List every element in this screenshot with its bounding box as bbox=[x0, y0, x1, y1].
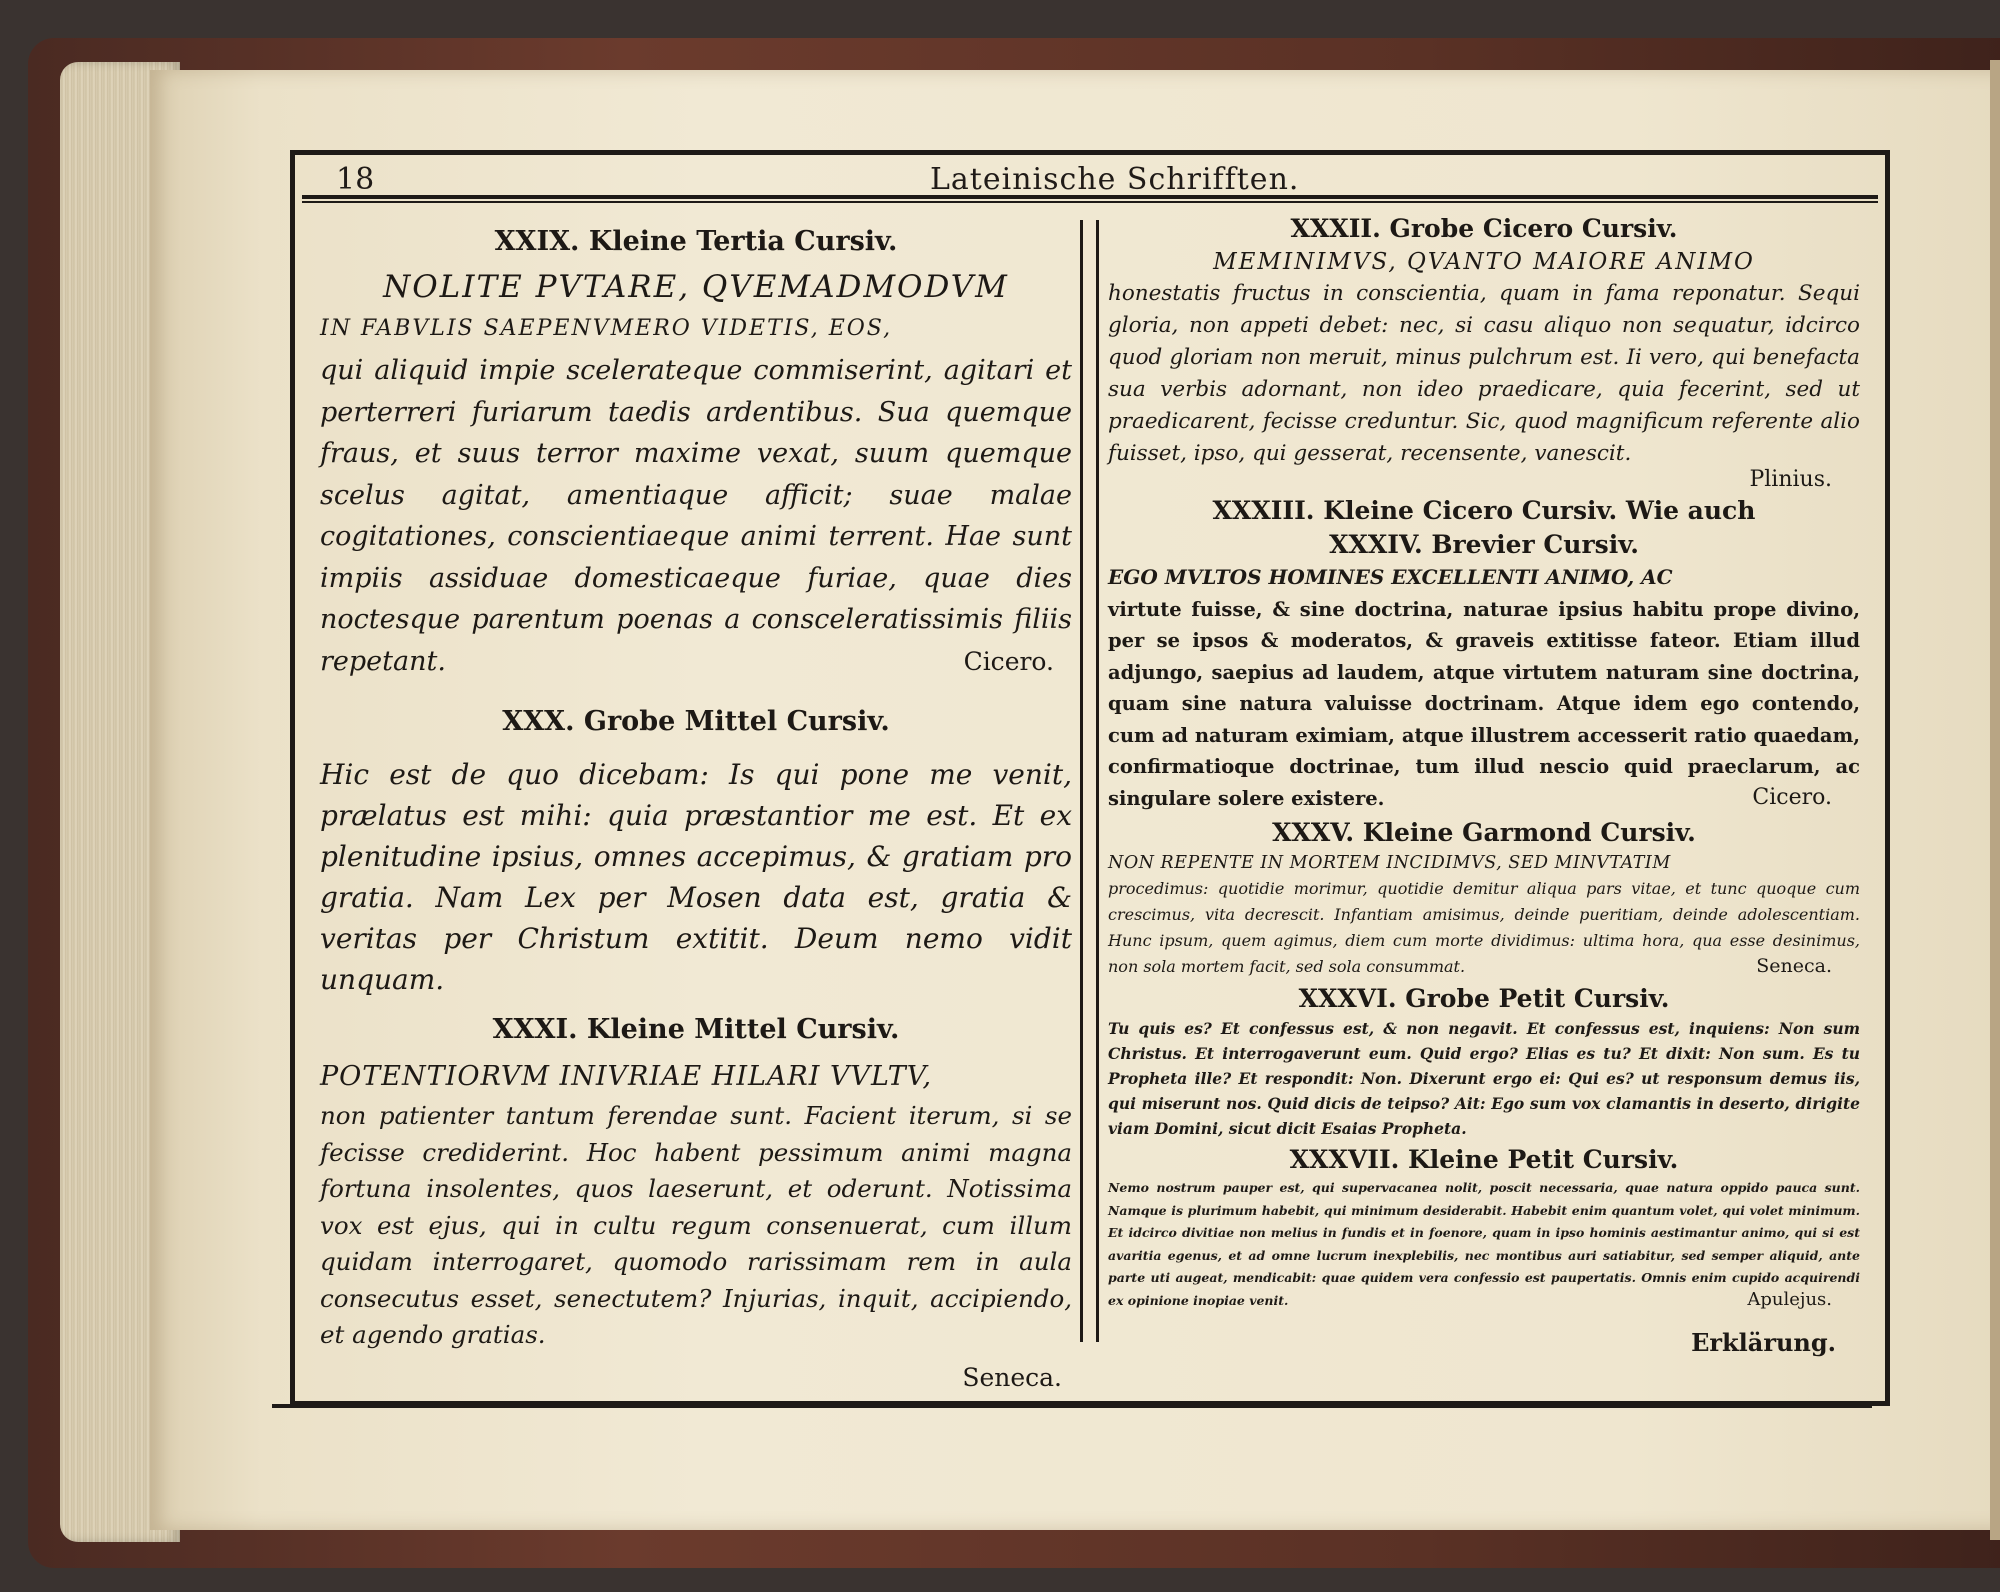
section-heading-34: XXXIV. Brevier Cursiv. bbox=[1329, 530, 1639, 560]
next-page-edge bbox=[1990, 60, 2000, 1540]
section-29-author: Cicero. bbox=[963, 647, 1054, 676]
section-heading-36: XXXVI. Grobe Petit Cursiv. bbox=[1298, 984, 1670, 1014]
section-35-caps-line: NON REPENTE IN MORTEM INCIDIMVS, SED MINVTATIM bbox=[1108, 853, 1671, 874]
right-column bbox=[1108, 212, 1860, 1357]
section-heading-37: XXXVII. Kleine Petit Cursiv. bbox=[1289, 1145, 1679, 1175]
section-37-body: Nemo nostrum pauper est, qui supervacanea nolit, poscit necessaria, quae natura oppido pauca sunt. Namque is plurimum habebit, qui minimum desiderabit. Habebit enim quantum volet, qui volet minimum. Et idcirco divitiae non melius in fundis et in foenore, quam in ipso hominis aestimantur animo, qui si est avaritia egenus, et ad omne lucrum inexplebilis, nec montibus auri satiabitur, sed semper aliquid, ante parte uti augeat, mendicabit: quae quidem vera confessio est paupertatis. Omnis enim cupido acquirendi ex opinione inopiae venit. bbox=[1108, 1180, 1860, 1308]
section-31-body: non patienter tantum ferendae sunt. Facient iterum, si se fecisse crediderint. Hoc habent pessimum animi magna fortuna insolentes, quos laeserunt, et oderunt. Notissima vox est ejus, qui in cultu regum consenuerat, cum illum quidam interrogaret, quomodo rarissimam rem in aula consecutus esset, senectutem? Injurias, inquit, accipiendo, et agendo gratias. bbox=[320, 1101, 1072, 1349]
catchword: Erklärung. bbox=[1691, 1328, 1836, 1358]
running-head: Lateinische Schrifften. bbox=[930, 162, 1300, 197]
frame-bottom-rule bbox=[272, 1404, 1872, 1408]
section-30-body: Hic est de quo dicebam: Is qui pone me venit, prælatus est mihi: quia præstantior me est. Et ex plenitudine ipsius, omnes accepimus, & gratiam pro gratia. Nam Lex per Mosen data est, gratia & veritas per Christum extitit. Deum nemo vidit unquam. bbox=[320, 758, 1072, 996]
section-heading-33: XXXIII. Kleine Cicero Cursiv. Wie auch bbox=[1212, 496, 1756, 526]
section-29-body: qui aliquid impie scelerateque commiserint, agitari et perterreri furiarum taedis ardentibus. Sua quemque fraus, et suus terror maxime vexat, suum quemque scelus agitat, amentiaque afficit; suae malae cogitationes, conscientiaeque animi terrent. Hae sunt impiis assiduae domesticaeque furiae, quae dies noctesque parentum poenas a consceleratissimis filiis repetant. bbox=[320, 355, 1072, 677]
section-heading-29: XXIX. Kleine Tertia Cursiv. bbox=[494, 226, 898, 257]
column-rule-right bbox=[1096, 220, 1099, 1342]
header-rule-thin bbox=[302, 201, 1878, 203]
section-36-body: Tu quis es? Et confessus est, & non negavit. Et confessus est, inquiens: Non sum Christus. Et interrogaverunt eum. Quid ergo? Elias es tu? Et dixit: Non sum. Es tu Propheta ille? Et respondit: Non. Dixerunt ergo ei: Qui es? ut responsum demus iis, qui miserunt nos. Quid dicis de teipso? Ait: Ego sum vox clamantis in deserto, dirigite viam Domini, sicut dicit Esaias Propheta. bbox=[1108, 1019, 1860, 1139]
section-31-caps-line: POTENTIORVM INIVRIAE HILARI VVLTV, bbox=[320, 1061, 933, 1092]
section-37-author: Apulejus. bbox=[1747, 1289, 1832, 1311]
section-32-caps-line: MEMINIMVS, QVANTO MAIORE ANIMO bbox=[1213, 249, 1755, 275]
page-number: 18 bbox=[336, 162, 375, 197]
section-heading-35: XXXV. Kleine Garmond Cursiv. bbox=[1272, 818, 1696, 848]
section-35-author: Seneca. bbox=[1756, 955, 1832, 978]
section-34-author: Cicero. bbox=[1752, 785, 1832, 811]
left-column bbox=[320, 218, 1072, 1396]
section-35-body: procedimus: quotidie morimur, quotidie demitur aliqua pars vitae, et tunc quoque cum crescimus, vita decrescit. Infantiam amisimus, deinde pueritiam, deinde adolescentiam. Hunc ipsum, quem agimus, diem cum morte dividimus: ultima hora, qua esse desinimus, non sola mortem facit, sed sola consummat. bbox=[1108, 879, 1860, 977]
section-heading-32: XXXII. Grobe Cicero Cursiv. bbox=[1290, 214, 1678, 243]
section-32-author: Plinius. bbox=[1749, 467, 1832, 493]
section-29-caps-line-1: NOLITE PVTARE, QVEMADMODVM bbox=[383, 269, 1009, 305]
section-heading-30: XXX. Grobe Mittel Cursiv. bbox=[502, 706, 890, 737]
section-31-author: Seneca. bbox=[962, 1362, 1062, 1392]
section-heading-31: XXXI. Kleine Mittel Cursiv. bbox=[492, 1014, 900, 1045]
section-29-caps-line-2: IN FABVLIS SAEPENVMERO VIDETIS, EOS, bbox=[320, 316, 893, 341]
section-34-body: virtute fuisse, & sine doctrina, naturae ipsius habitu prope divino, per se ipsos & moderatos, & graveis extitisse fateor. Etiam illud adjungo, saepius ad laudem, atque virtutem naturam sine doctrina, quam sine natura valuisse doctrinam. Atque idem ego contendo, cum ad naturam eximiam, atque illustrem accesserit ratio quaedam, confirmatioque doctrinae, tum illud nescio quid praeclarum, ac singulare solere existere. bbox=[1108, 597, 1860, 810]
section-34-caps-line: EGO MVLTOS HOMINES EXCELLENTI ANIMO, AC bbox=[1108, 565, 1673, 590]
column-rule-left bbox=[1080, 220, 1083, 1342]
section-32-body: honestatis fructus in conscientia, quam in fama reponatur. Sequi gloria, non appeti debet: nec, si casu aliquo non sequatur, idcirco quod gloriam non meruit, minus pulchrum est. Ii vero, qui benefacta sua verbis adornant, non ideo praedicare, quia fecerint, sed ut praedicarent, fecisse creduntur. Sic, quod magnificum referente alio fuisset, ipso, qui gesserat, recensente, vanescit. bbox=[1108, 281, 1860, 467]
